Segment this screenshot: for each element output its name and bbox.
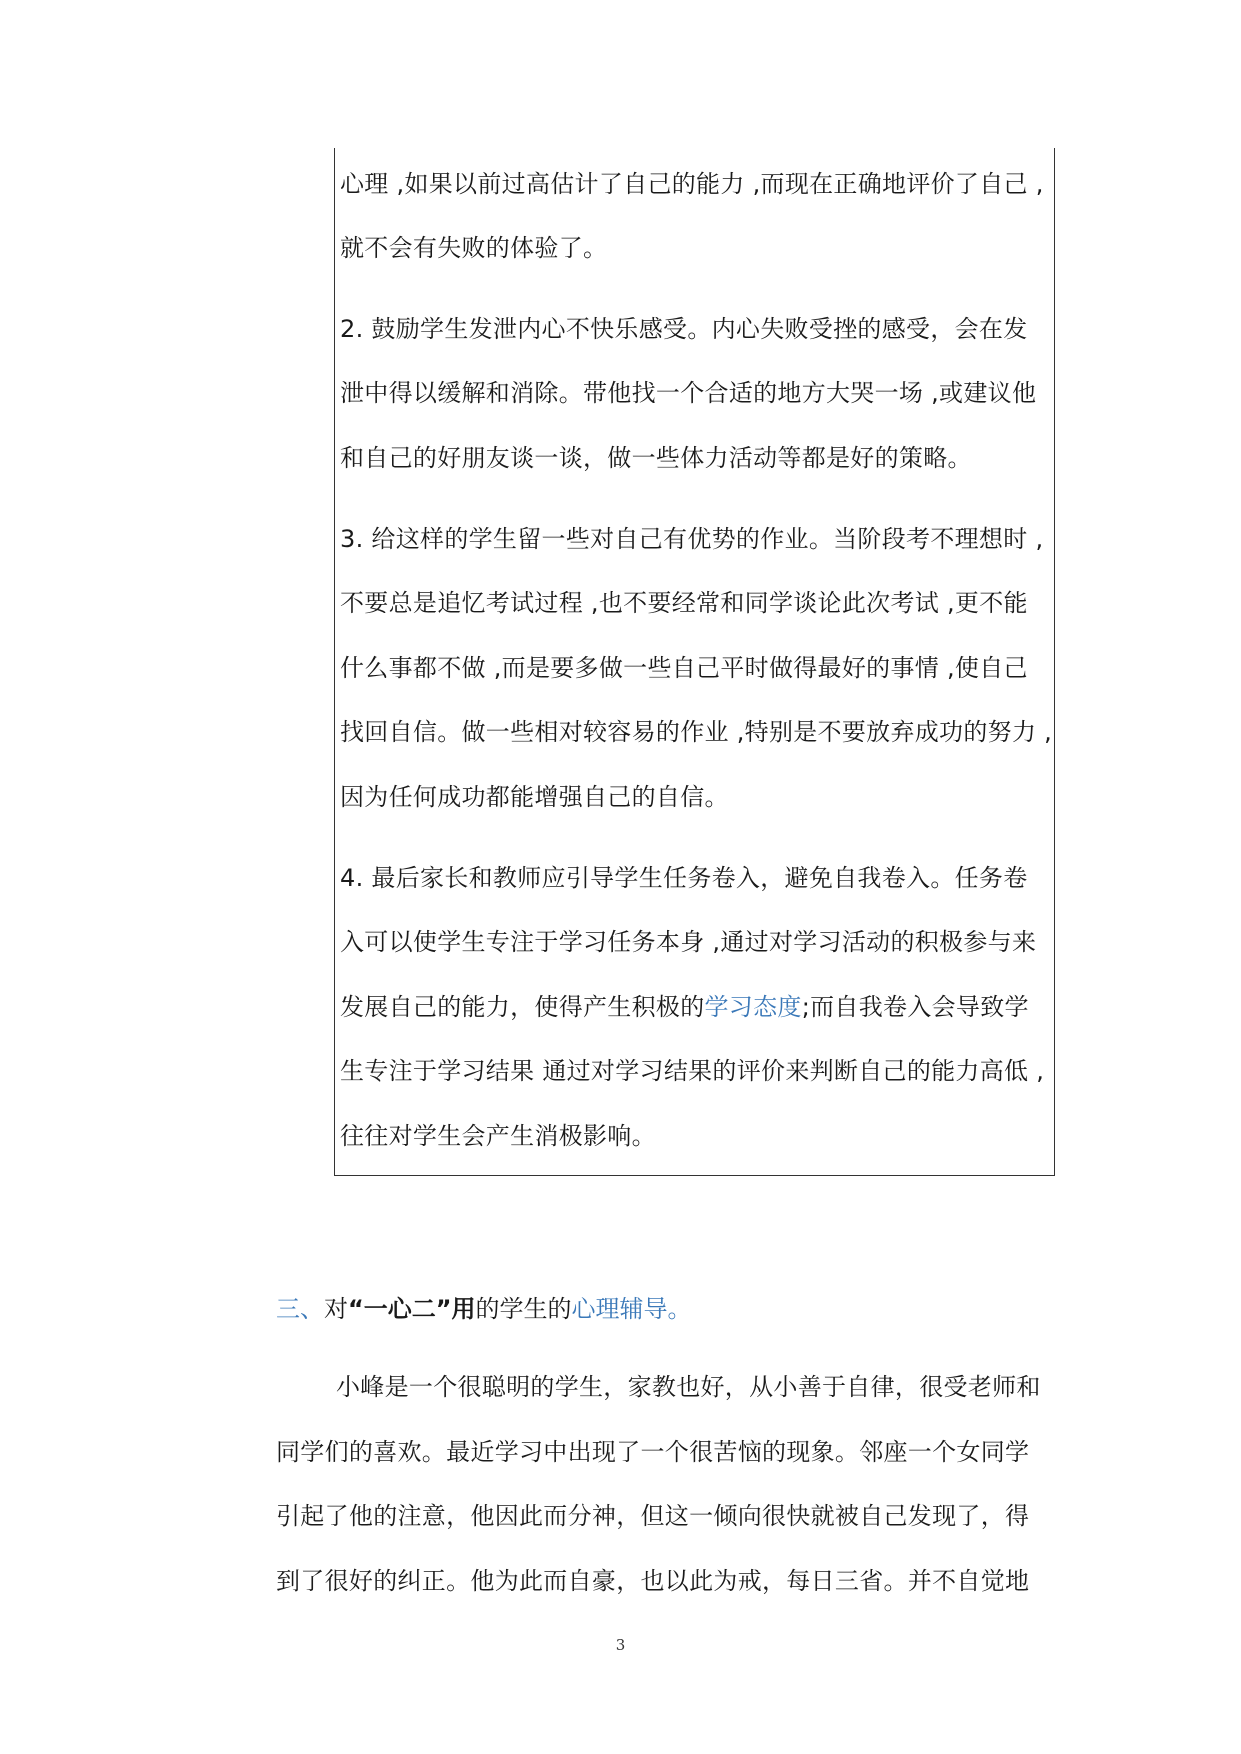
psychological-counseling-link[interactable]: 心理辅导。 (571, 1295, 692, 1323)
heading-number: 三、 (276, 1295, 324, 1323)
paragraph-line: 同学们的喜欢。最近学习中出现了一个很苦恼的现象。邻座一个女同学 (276, 1438, 1030, 1466)
text-span: 发展自己的能力，使得产生积极的 (340, 993, 705, 1021)
paragraph-line: 引起了他的注意，他因此而分神，但这一倾向很快就被自己发现了，得 (276, 1502, 1030, 1530)
table-text-line: 不要总是追忆考试过程 ,也不要经常和同学谈论此次考试 ,更不能 (340, 589, 1028, 617)
table-text-line: 心理 ,如果以前过高估计了自己的能力 ,而现在正确地评价了自己 , (340, 170, 1044, 198)
table-text-line: 3. 给这样的学生留一些对自己有优势的作业。当阶段考不理想时 , (340, 525, 1044, 553)
table-text-line: 往往对学生会产生消极影响。 (340, 1122, 656, 1150)
study-attitude-link[interactable]: 学习态度 (704, 993, 802, 1021)
table-text-line: 入可以使学生专注于学习任务本身 ,通过对学习活动的积极参与来 (340, 928, 1037, 956)
table-text-line: 生专注于学习结果 通过对学习结果的评价来判断自己的能力高低 , (340, 1057, 1045, 1085)
heading-text: 对 (324, 1295, 348, 1323)
table-text-line: 找回自信。做一些相对较容易的作业 ,特别是不要放弃成功的努力 , (340, 718, 1053, 746)
table-text-line: 2. 鼓励学生发泄内心不快乐感受。内心失败受挫的感受，会在发 (340, 315, 1028, 343)
table-text-line: 就不会有失败的体验了。 (340, 234, 608, 262)
section-heading (276, 1294, 692, 1324)
table-text-line: 和自己的好朋友谈一谈，做一些体力活动等都是好的策略。 (340, 444, 972, 472)
text-span: ;而自我卷入会导致学 (801, 993, 1029, 1021)
page-number: 3 (615, 1636, 626, 1654)
table-text-line (340, 992, 1029, 1022)
table-text-line: 因为任何成功都能增强自己的自信。 (340, 783, 729, 811)
paragraph-line: 小峰是一个很聪明的学生，家教也好，从小善于自律，很受老师和 (336, 1373, 1041, 1401)
paragraph-line: 到了很好的纠正。他为此而自豪，也以此为戒，每日三省。并不自觉地 (276, 1567, 1030, 1595)
heading-text: 的学生的 (475, 1295, 572, 1323)
heading-bold-text: “一心二”用 (348, 1295, 476, 1323)
table-text-line: 4. 最后家长和教师应引导学生任务卷入，避免自我卷入。任务卷 (340, 864, 1028, 892)
table-text-line: 什么事都不做 ,而是要多做一些自己平时做得最好的事情 ,使自己 (340, 654, 1028, 682)
table-text-line: 泄中得以缓解和消除。带他找一个合适的地方大哭一场 ,或建议他 (340, 379, 1037, 407)
